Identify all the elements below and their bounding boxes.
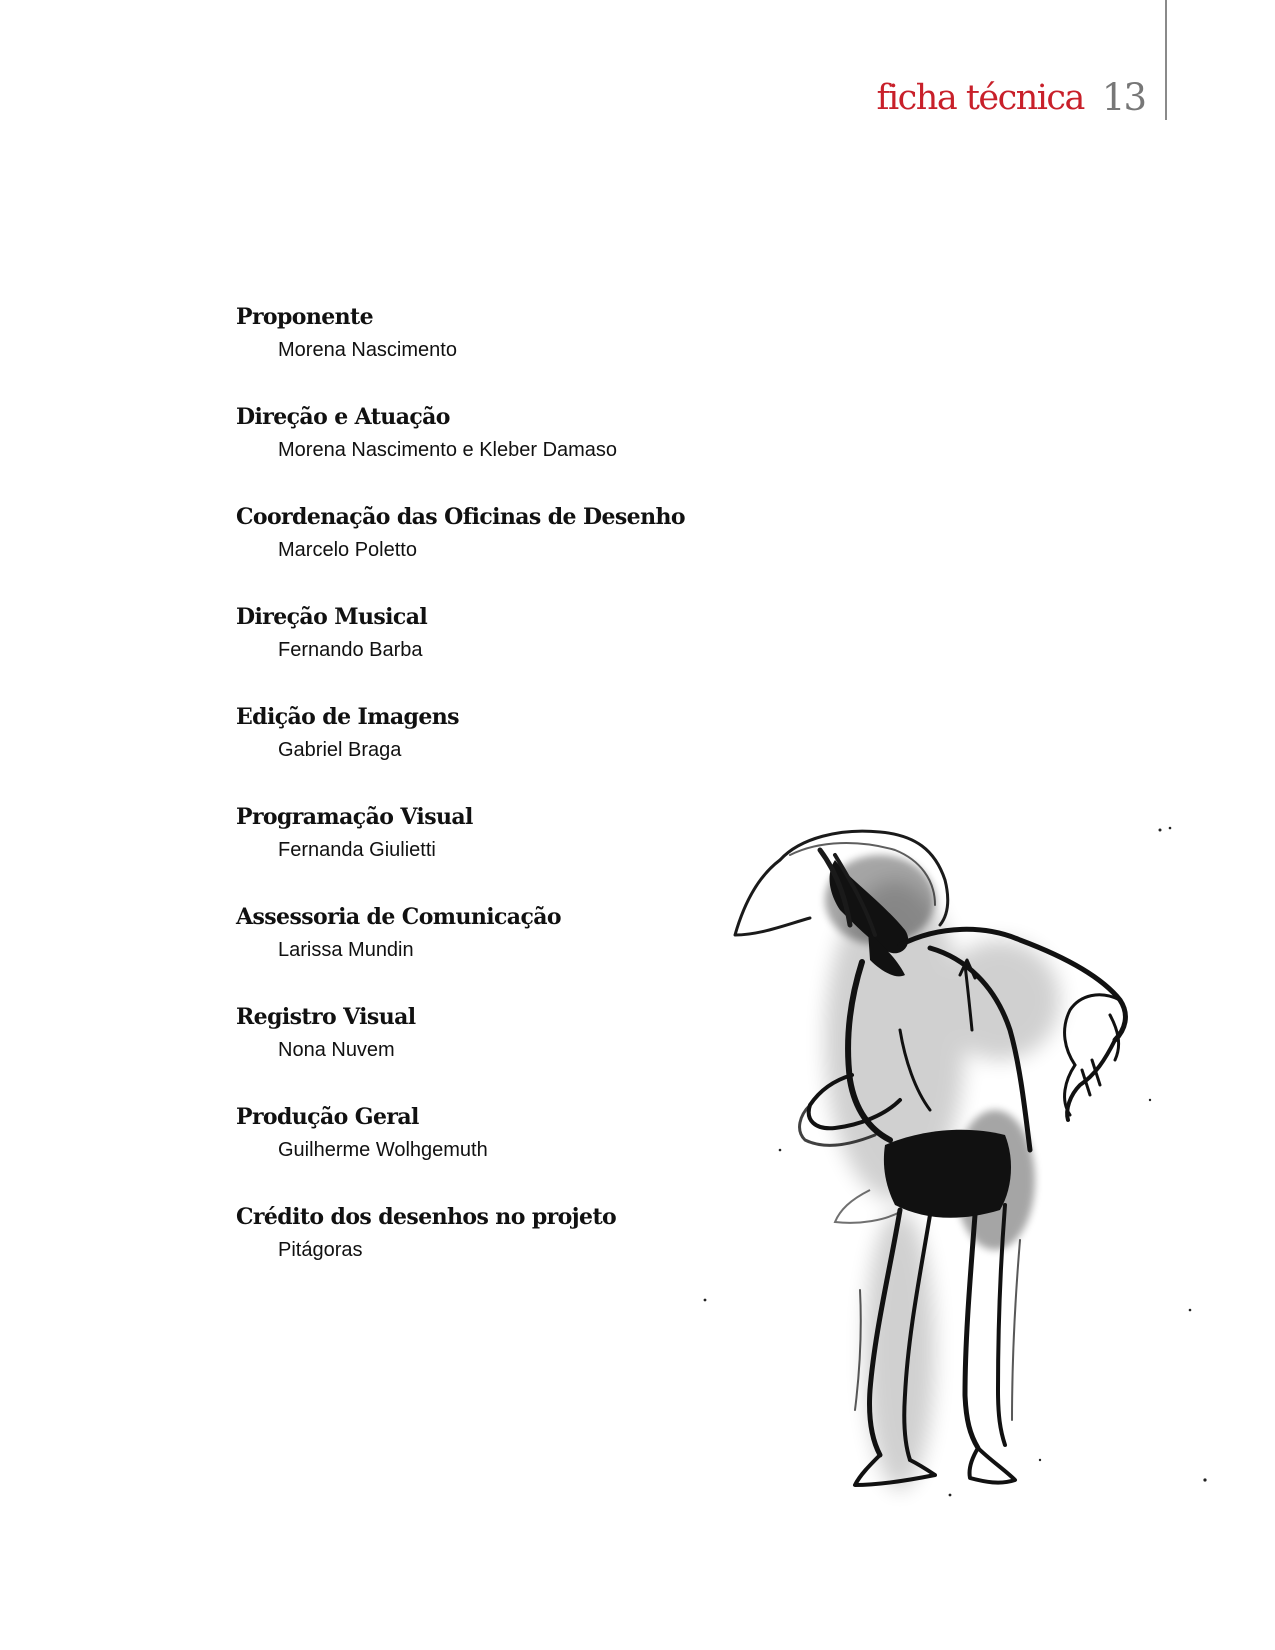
credit-role: Produção Geral xyxy=(236,1104,419,1130)
credit-item xyxy=(236,604,796,704)
credit-role: Proponente xyxy=(236,304,374,330)
credit-name: Larissa Mundin xyxy=(278,939,414,961)
credit-name: Fernanda Giulietti xyxy=(278,839,436,861)
credit-name: Morena Nascimento e Kleber Damaso xyxy=(278,439,618,461)
credit-name: Pitágoras xyxy=(278,1239,363,1261)
credit-item xyxy=(236,404,796,504)
credit-name: Morena Nascimento xyxy=(278,339,457,361)
section-title: ficha técnica xyxy=(876,78,1084,118)
credit-role: Registro Visual xyxy=(236,1004,416,1030)
credit-role: Direção Musical xyxy=(236,604,428,630)
credit-item xyxy=(236,504,796,604)
page-header xyxy=(877,70,1145,120)
credit-name: Nona Nuvem xyxy=(278,1039,395,1061)
credit-role: Assessoria de Comunicação xyxy=(236,904,561,930)
credit-item xyxy=(236,304,796,404)
page-number: 13 xyxy=(1101,76,1145,119)
credit-name: Guilherme Wolhgemuth xyxy=(278,1139,488,1161)
credit-name: Marcelo Poletto xyxy=(278,539,417,561)
ink-figure-drawing-icon xyxy=(700,700,1260,1580)
credit-role: Crédito dos desenhos no projeto xyxy=(236,1204,617,1230)
header-divider xyxy=(1165,0,1167,120)
credit-role: Programação Visual xyxy=(236,804,473,830)
credit-name: Fernando Barba xyxy=(278,639,423,661)
credit-role: Direção e Atuação xyxy=(236,404,450,430)
credit-role: Coordenação das Oficinas de Desenho xyxy=(236,504,685,530)
credit-name: Gabriel Braga xyxy=(278,739,402,761)
credit-role: Edição de Imagens xyxy=(236,704,459,730)
